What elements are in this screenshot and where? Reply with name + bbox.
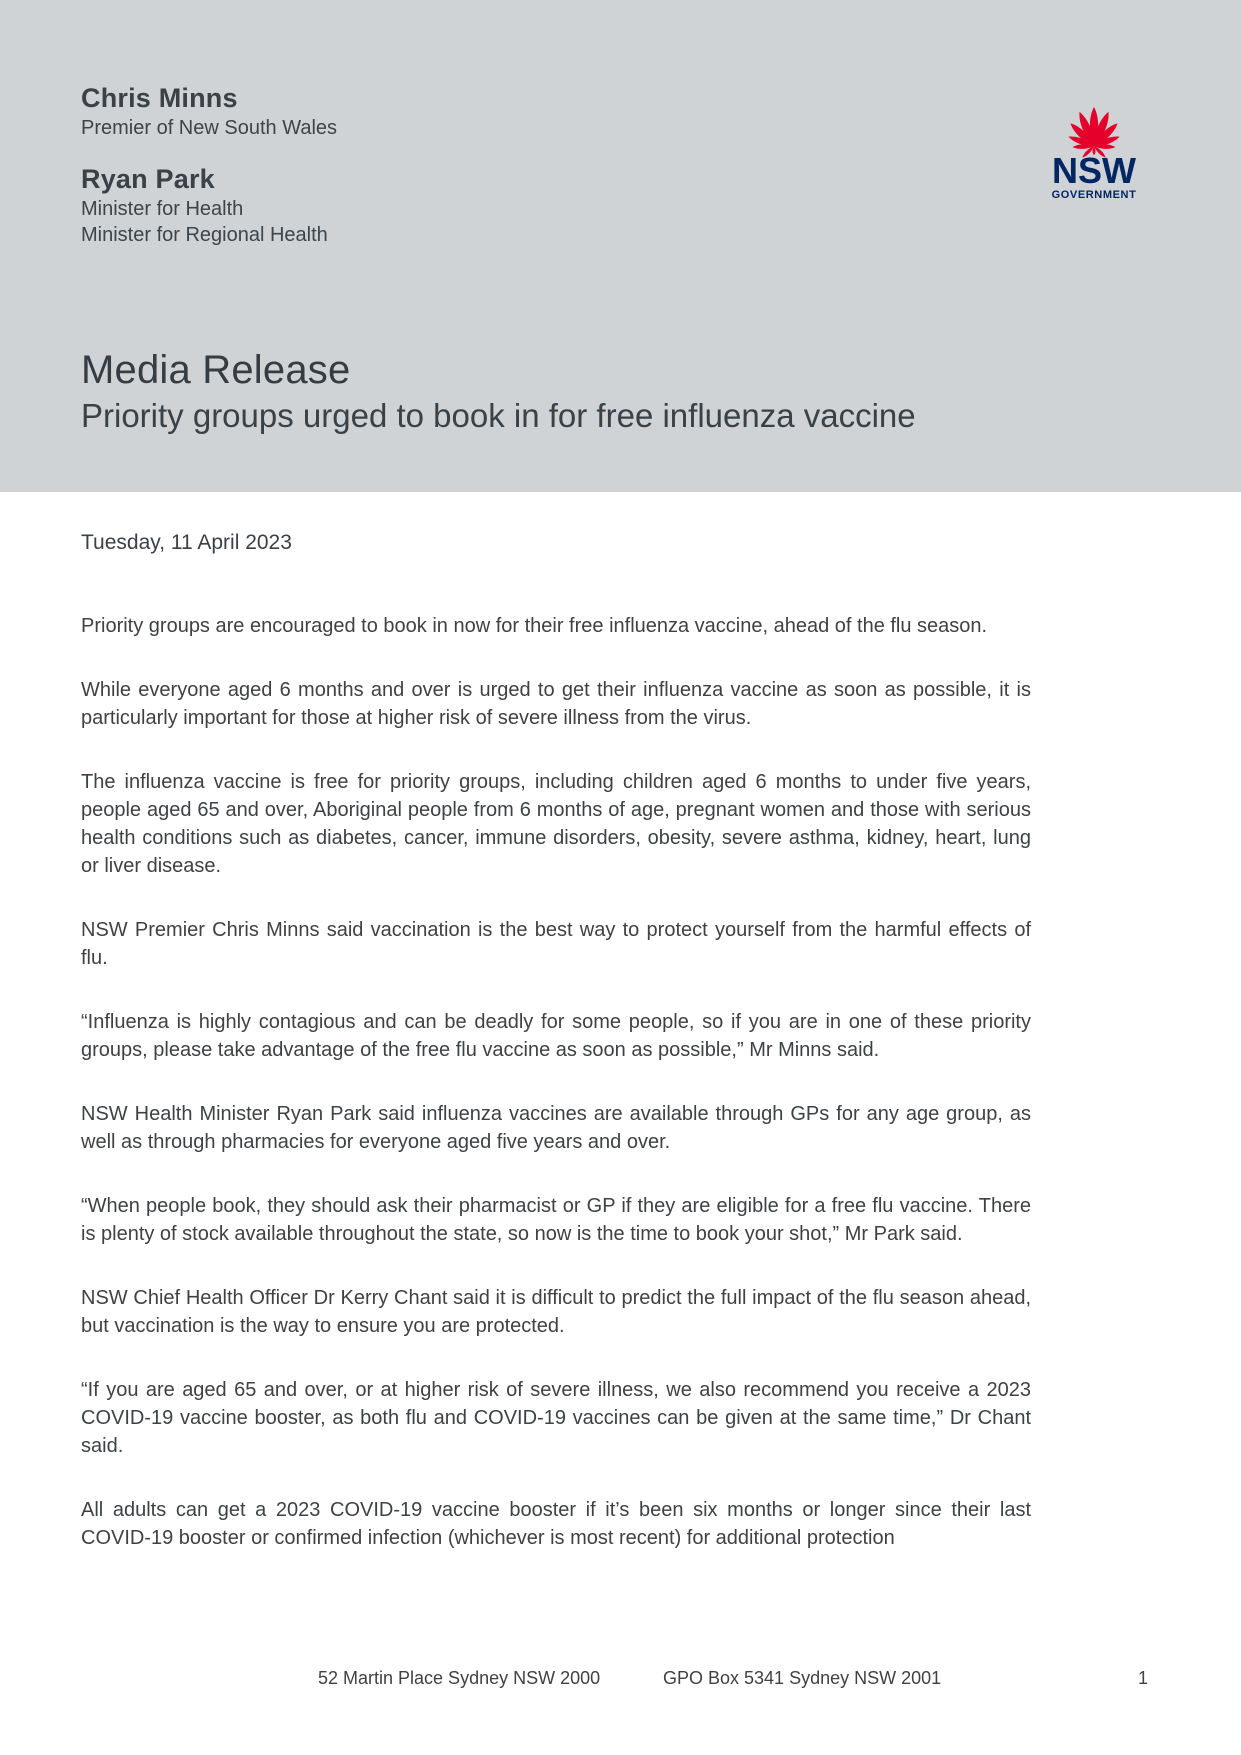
body-paragraph: NSW Chief Health Officer Dr Kerry Chant said it is difficult to predict the full impact of the flu season ahead, but vaccination is the way to ensure you are protected. xyxy=(81,1287,1031,1337)
official-health-minister xyxy=(81,163,337,248)
body-paragraph: NSW Premier Chris Minns said vaccination is the best way to protect yourself from the harmful effects of flu. xyxy=(81,919,1031,969)
body-paragraph: NSW Health Minister Ryan Park said influenza vaccines are available through GPs for any age group, as well as through pharmacies for everyone aged five years and over. xyxy=(81,1103,1031,1153)
official-title: Premier of New South Wales xyxy=(81,117,338,139)
body-paragraph: The influenza vaccine is free for priority groups, including children aged 6 months to under five years, people aged 65 and over, Aboriginal people from 6 months of age, pregnant women and those with serious health conditions such as diabetes, cancer, immune disorders, obesity, severe asthma, kidney, heart, lung or liver disease. xyxy=(81,771,1031,877)
title-block xyxy=(81,346,1161,438)
official-premier xyxy=(81,82,337,141)
masthead-band xyxy=(0,0,1241,492)
official-title: Minister for Regional Health xyxy=(81,224,328,246)
headline: Priority groups urged to book in for free influenza vaccine xyxy=(81,397,916,434)
officials-block xyxy=(81,82,337,248)
body-paragraph: Priority groups are encouraged to book in now for their free influenza vaccine, ahead of the flu season. xyxy=(81,615,988,637)
footer-street-address: 52 Martin Place Sydney NSW 2000 xyxy=(318,1668,601,1688)
official-name: Ryan Park xyxy=(81,164,215,194)
footer-postal-address: GPO Box 5341 Sydney NSW 2001 xyxy=(663,1668,942,1688)
official-title: Minister for Health xyxy=(81,198,244,220)
body-paragraph: All adults can get a 2023 COVID-19 vaccine booster if it’s been six months or longer since their last COVID-19 booster or confirmed infection (whichever is most recent) for additional protection xyxy=(81,1499,1031,1549)
page-footer xyxy=(0,1668,1241,1698)
release-date: Tuesday, 11 April 2023 xyxy=(81,531,292,554)
waratah-icon xyxy=(1044,86,1144,208)
page-number: 1 xyxy=(1138,1668,1149,1688)
body-paragraph: “When people book, they should ask their pharmacist or GP if they are eligible for a free flu vaccine. There is plenty of stock available throughout the state, so now is the time to book your shot,” Mr Park said. xyxy=(81,1195,1031,1245)
document-body xyxy=(81,529,1031,1588)
official-name: Chris Minns xyxy=(81,83,238,113)
body-paragraph: While everyone aged 6 months and over is urged to get their influenza vaccine as soon as possible, it is particularly important for those at higher risk of severe illness from the virus. xyxy=(81,679,1031,729)
body-paragraph: “If you are aged 65 and over, or at higher risk of severe illness, we also recommend you receive a 2023 COVID-19 vaccine booster, as both flu and COVID-19 vaccines can be given at the same time,” Dr Chant said. xyxy=(81,1379,1031,1457)
logo-sub-text: GOVERNMENT xyxy=(1051,189,1137,201)
body-paragraph: “Influenza is highly contagious and can be deadly for some people, so if you are in one of these priority groups, please take advantage of the free flu vaccine as soon as possible,” Mr Minns said. xyxy=(81,1011,1031,1061)
release-type-title: Media Release xyxy=(81,348,351,392)
logo-org-text: NSW xyxy=(1052,150,1136,191)
nsw-government-logo xyxy=(1044,86,1144,208)
